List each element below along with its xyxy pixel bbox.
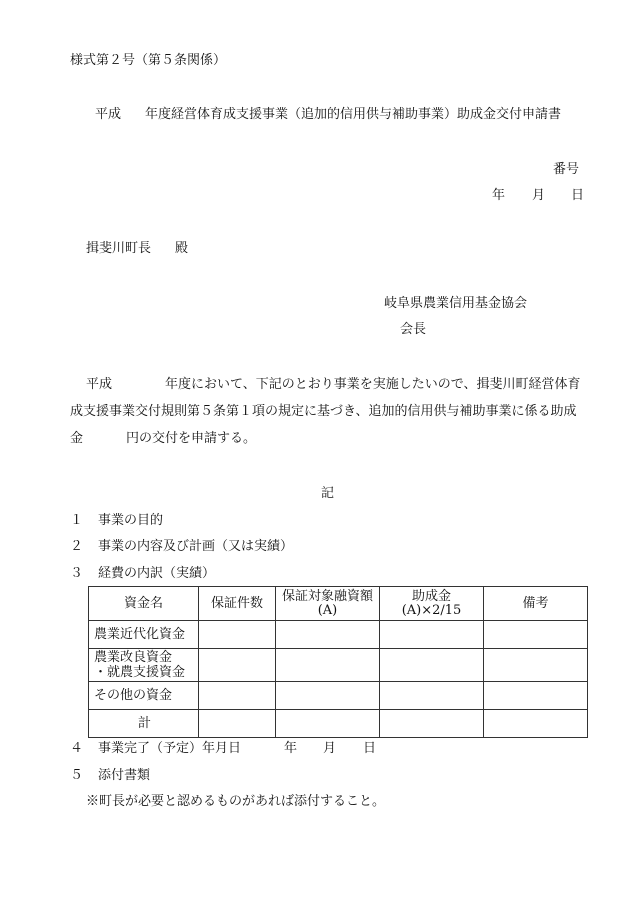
- header-subsidy-sub: (A)×2/15: [401, 602, 462, 618]
- date-year: 年: [492, 188, 506, 203]
- header-remarks: 備考: [484, 587, 588, 621]
- header-loan-amount: [276, 587, 380, 621]
- body-line-2: 成支援事業交付規則第５条第１項の規定に基づき、追加的信用供与補助事業に係る助成: [70, 404, 577, 419]
- addressee-honorific: 殿: [175, 241, 189, 256]
- item-5-text: 添付書類: [98, 768, 151, 783]
- guarantee-count-cell[interactable]: [199, 649, 276, 682]
- form-number: 様式第２号（第５条関係）: [70, 53, 227, 68]
- fund-name-cell: その他の資金: [89, 682, 199, 710]
- remarks-cell[interactable]: [484, 710, 588, 738]
- subsidy-cell[interactable]: [380, 682, 484, 710]
- document-title: 年度経営体育成支援事業（追加的信用供与補助事業）助成金交付申請書: [145, 107, 562, 122]
- table-row: [89, 649, 588, 682]
- item-4-number: ４: [70, 741, 84, 756]
- guarantee-count-cell[interactable]: [199, 682, 276, 710]
- remarks-cell[interactable]: [484, 649, 588, 682]
- header-subsidy-label: 助成金: [411, 588, 451, 604]
- body-line-3-prefix: 金: [70, 431, 84, 446]
- loan-amount-cell[interactable]: [276, 710, 380, 738]
- table-row: [89, 682, 588, 710]
- header-fund-name: 資金名: [89, 587, 199, 621]
- table-total-row: [89, 710, 588, 738]
- header-guarantee-count: 保証件数: [199, 587, 276, 621]
- fund-name-cell: 農業近代化資金: [89, 621, 199, 649]
- body-line-1: 年度において、下記のとおり事業を実施したいので、揖斐川町経営体育: [165, 377, 581, 392]
- number-label: 番号: [553, 162, 580, 177]
- header-loan-amount-label: 保証対象融資額: [281, 588, 373, 604]
- item-1-text: 事業の目的: [98, 513, 164, 528]
- item-4-year: 年: [284, 741, 298, 756]
- item-5-number: ５: [70, 768, 84, 783]
- addressee-name: 揖斐川町長: [86, 241, 152, 256]
- loan-amount-cell[interactable]: [276, 649, 380, 682]
- table-row: [89, 621, 588, 649]
- attachment-note: ※町長が必要と認めるものがあれば添付すること。: [86, 794, 386, 809]
- applicant-organization: 岐阜県農業信用基金協会: [384, 296, 528, 311]
- subsidy-cell[interactable]: [380, 621, 484, 649]
- item-2-text: 事業の内容及び計画（又は実績）: [98, 539, 294, 554]
- item-3-text: 経費の内訳（実績）: [98, 566, 216, 581]
- applicant-title: 会長: [400, 322, 427, 337]
- header-loan-amount-sub: (A): [317, 602, 338, 618]
- date-day: 日: [571, 188, 585, 203]
- body-line-3-suffix: 円の交付を申請する。: [126, 431, 257, 446]
- item-1-number: １: [70, 513, 84, 528]
- ki-heading: 記: [321, 486, 335, 501]
- title-era: 平成: [95, 107, 122, 122]
- remarks-cell[interactable]: [484, 621, 588, 649]
- date-month: 月: [532, 188, 546, 203]
- total-label-cell: 計: [89, 710, 199, 738]
- expense-table: [88, 586, 588, 738]
- loan-amount-cell[interactable]: [276, 682, 380, 710]
- item-4-month: 月: [323, 741, 337, 756]
- guarantee-count-cell[interactable]: [199, 710, 276, 738]
- table-header-row: [89, 587, 588, 621]
- guarantee-count-cell[interactable]: [199, 621, 276, 649]
- body-era: 平成: [86, 377, 113, 392]
- item-3-number: ３: [70, 566, 84, 581]
- fund-name-line-1: 農業改良資金: [94, 650, 173, 665]
- remarks-cell[interactable]: [484, 682, 588, 710]
- fund-name-line-2: ・就農支援資金: [94, 665, 186, 680]
- item-4-text: 事業完了（予定）年月日: [98, 741, 242, 756]
- header-subsidy: [380, 587, 484, 621]
- item-2-number: ２: [70, 539, 84, 554]
- item-4-day: 日: [363, 741, 377, 756]
- subsidy-cell[interactable]: [380, 710, 484, 738]
- loan-amount-cell[interactable]: [276, 621, 380, 649]
- fund-name-cell: [89, 649, 199, 682]
- subsidy-cell[interactable]: [380, 649, 484, 682]
